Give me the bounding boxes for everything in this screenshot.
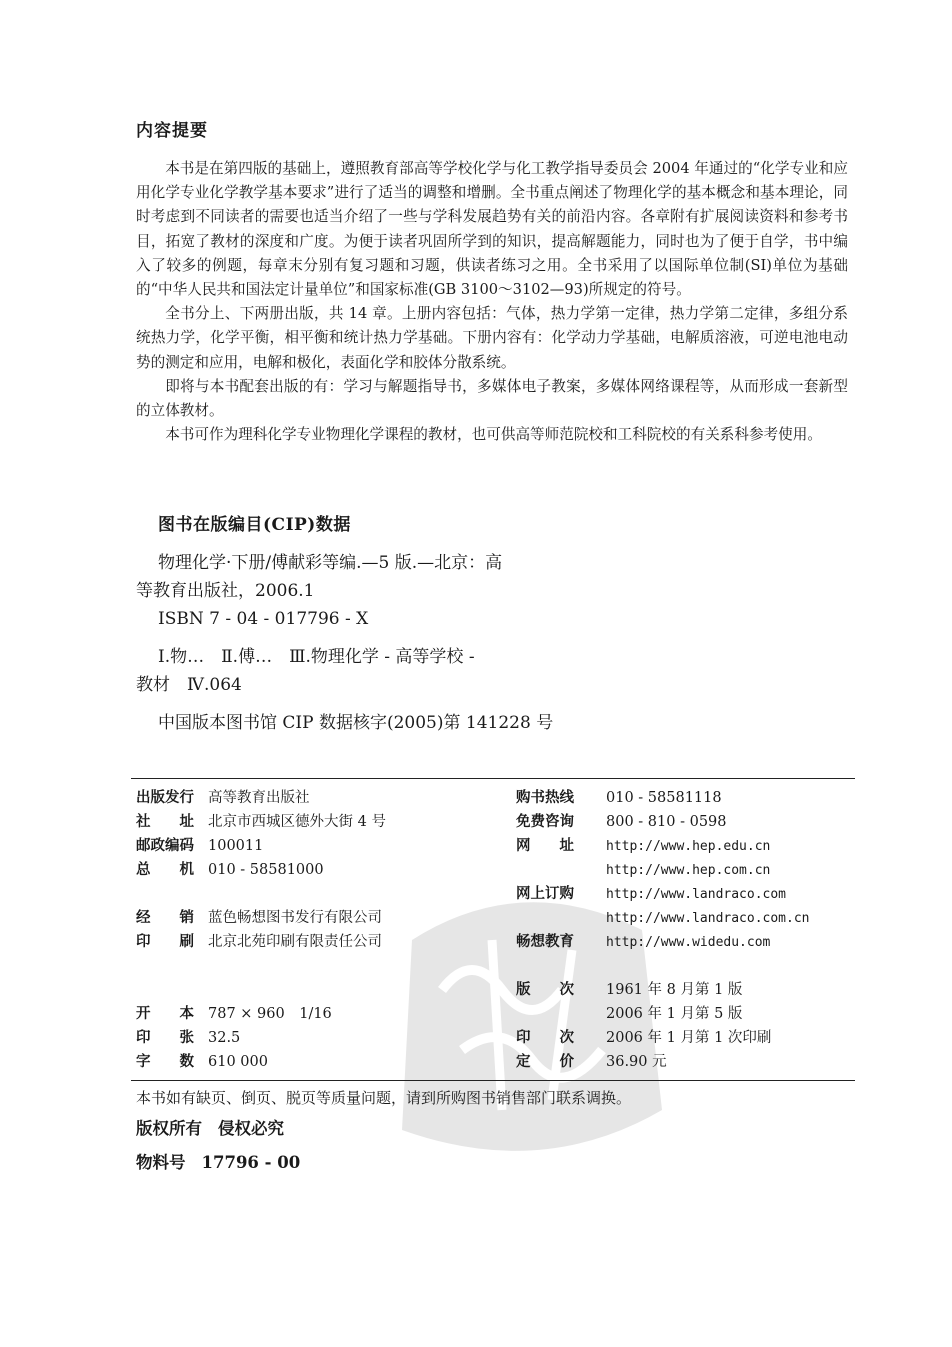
info-value: 36.90 元 [606,1054,667,1070]
info-row [516,1026,810,1050]
info-value: 高等教育出版社 [208,790,310,806]
info-row [516,978,810,1002]
rights-text: 侵权必究 [218,1119,284,1138]
website-link[interactable]: http://www.landraco.com [606,887,787,902]
info-label: 出版发行 [136,789,194,806]
info-value: 787 × 960 1/16 [208,1006,332,1022]
rights-text: 版权所有 [136,1119,202,1138]
info-row [136,978,386,1002]
info-value: 610 000 [208,1054,268,1070]
info-value: 010 - 58581118 [606,790,722,806]
info-label: 畅想教育 [516,933,574,950]
info-row [136,858,386,882]
info-label: 字 数 [136,1053,194,1070]
info-label: 开 本 [136,1005,194,1022]
info-value: 2006 年 1 月第 1 次印刷 [606,1030,772,1046]
bottom-divider [131,1080,855,1081]
info-row [516,906,810,930]
info-label: 购书热线 [516,789,574,806]
rights-line [136,1115,631,1149]
info-row [136,930,386,954]
website-link[interactable]: http://www.hep.com.cn [606,863,771,878]
abstract-paragraph: 本书是在第四版的基础上，遵照教育部高等学校化学与化工教学指导委员会 2004 年通过的“化学专业和应用化学专业化学教学基本要求”进行了适当的调整和增删。全书重点阐述了物理化学的基本概念和基本理论，同时考虑到不同读者的需要也适当介绍了一些与学科发展趋势有关的前沿内容。各章附有扩展阅读资料和参考书目，拓宽了教材的深度和广度。为便于读者巩固所学到的知识，提高解题能力，同时也为了便于自学，书中编入了较多的例题，每章末分别有复习题和习题，供读者练习之用。全书采用了以国际单位制(SI)单位为基础的“中华人民共和国法定计量单位”和国家标准(GB 3100～3102—93)所规定的符号。 [136,160,848,299]
info-value: 800 - 810 - 0598 [606,814,727,830]
info-value: 010 - 58581000 [208,862,324,878]
info-label: 经 销 [136,909,194,926]
info-row [136,954,386,978]
info-row [516,1002,810,1026]
cip-classification: Ⅰ.物… Ⅱ.傅… Ⅲ.物理化学 - 高等学校 - [158,647,475,667]
website-link[interactable]: http://www.widedu.com [606,935,771,950]
abstract-body [136,157,848,447]
info-row [136,810,386,834]
info-row [516,882,810,906]
item-number-line [136,1149,631,1173]
info-value: 蓝色畅想图书发行有限公司 [208,910,382,926]
publishing-info-left [136,786,386,1074]
info-value: 2006 年 1 月第 5 版 [606,1006,743,1022]
info-row [136,1026,386,1050]
cip-record [136,549,606,737]
publishing-info-right [516,786,810,1074]
info-row [136,834,386,858]
info-row [516,1050,810,1074]
info-row [136,786,386,810]
info-label: 邮政编码 [136,837,194,854]
cip-classification: 教材 Ⅳ.064 [136,675,242,695]
top-divider [131,778,855,779]
info-row [516,930,810,954]
info-row [136,882,386,906]
info-label: 定 价 [516,1053,574,1070]
info-value: 北京市西城区德外大街 4 号 [208,814,386,830]
info-label: 社 址 [136,813,194,830]
info-row [516,810,810,834]
item-number: 17796 - 00 [201,1153,301,1172]
info-label: 网上订购 [516,885,574,902]
cip-line: 物理化学·下册/傅献彩等编.—5 版.—北京：高 [158,553,503,573]
abstract-paragraph: 全书分上、下两册出版，共 14 章。上册内容包括：气体，热力学第一定律，热力学第二定律，多组分系统热力学，化学平衡，相平衡和统计热力学基础。下册内容有：化学动力学基础，电解质溶液，可逆电池电动势的测定和应用，电解和极化，表面化学和胶体分散系统。 [136,305,848,371]
info-label: 总 机 [136,861,194,878]
info-value: 32.5 [208,1030,241,1046]
info-label: 印 次 [516,1029,574,1046]
abstract-heading: 内容提要 [136,121,208,141]
info-row [136,906,386,930]
info-row [516,858,810,882]
quality-notice: 本书如有缺页、倒页、脱页等质量问题，请到所购图书销售部门联系调换。 [136,1089,632,1107]
info-row [516,786,810,810]
info-label: 版 次 [516,981,574,998]
info-row [136,1050,386,1074]
info-label: 网 址 [516,837,574,854]
item-number-label: 物料号 [136,1153,186,1172]
website-link[interactable]: http://www.landraco.com.cn [606,911,810,926]
info-row [516,954,810,978]
info-label: 印 刷 [136,933,194,950]
info-label: 印 张 [136,1029,194,1046]
website-link[interactable]: http://www.hep.edu.cn [606,839,771,854]
cip-record-number: 中国版本图书馆 CIP 数据核字(2005)第 141228 号 [158,713,554,733]
info-label: 免费咨询 [516,813,574,830]
cip-isbn: ISBN 7 - 04 - 017796 - X [158,609,369,629]
footer [136,1087,631,1173]
abstract-paragraph: 即将与本书配套出版的有：学习与解题指导书，多媒体电子教案，多媒体网络课程等，从而形成一套新型的立体教材。 [136,377,848,420]
cip-title: 图书在版编目(CIP)数据 [158,515,351,535]
abstract-paragraph: 本书可作为理科化学专业物理化学课程的教材，也可供高等师范院校和工科院校的有关系科参考使用。 [165,426,822,444]
info-row [516,834,810,858]
info-row [136,1002,386,1026]
cip-line: 等教育出版社，2006.1 [136,581,315,601]
info-value: 1961 年 8 月第 1 版 [606,982,743,998]
info-value: 北京北苑印刷有限责任公司 [208,934,382,950]
info-value: 100011 [208,838,264,854]
